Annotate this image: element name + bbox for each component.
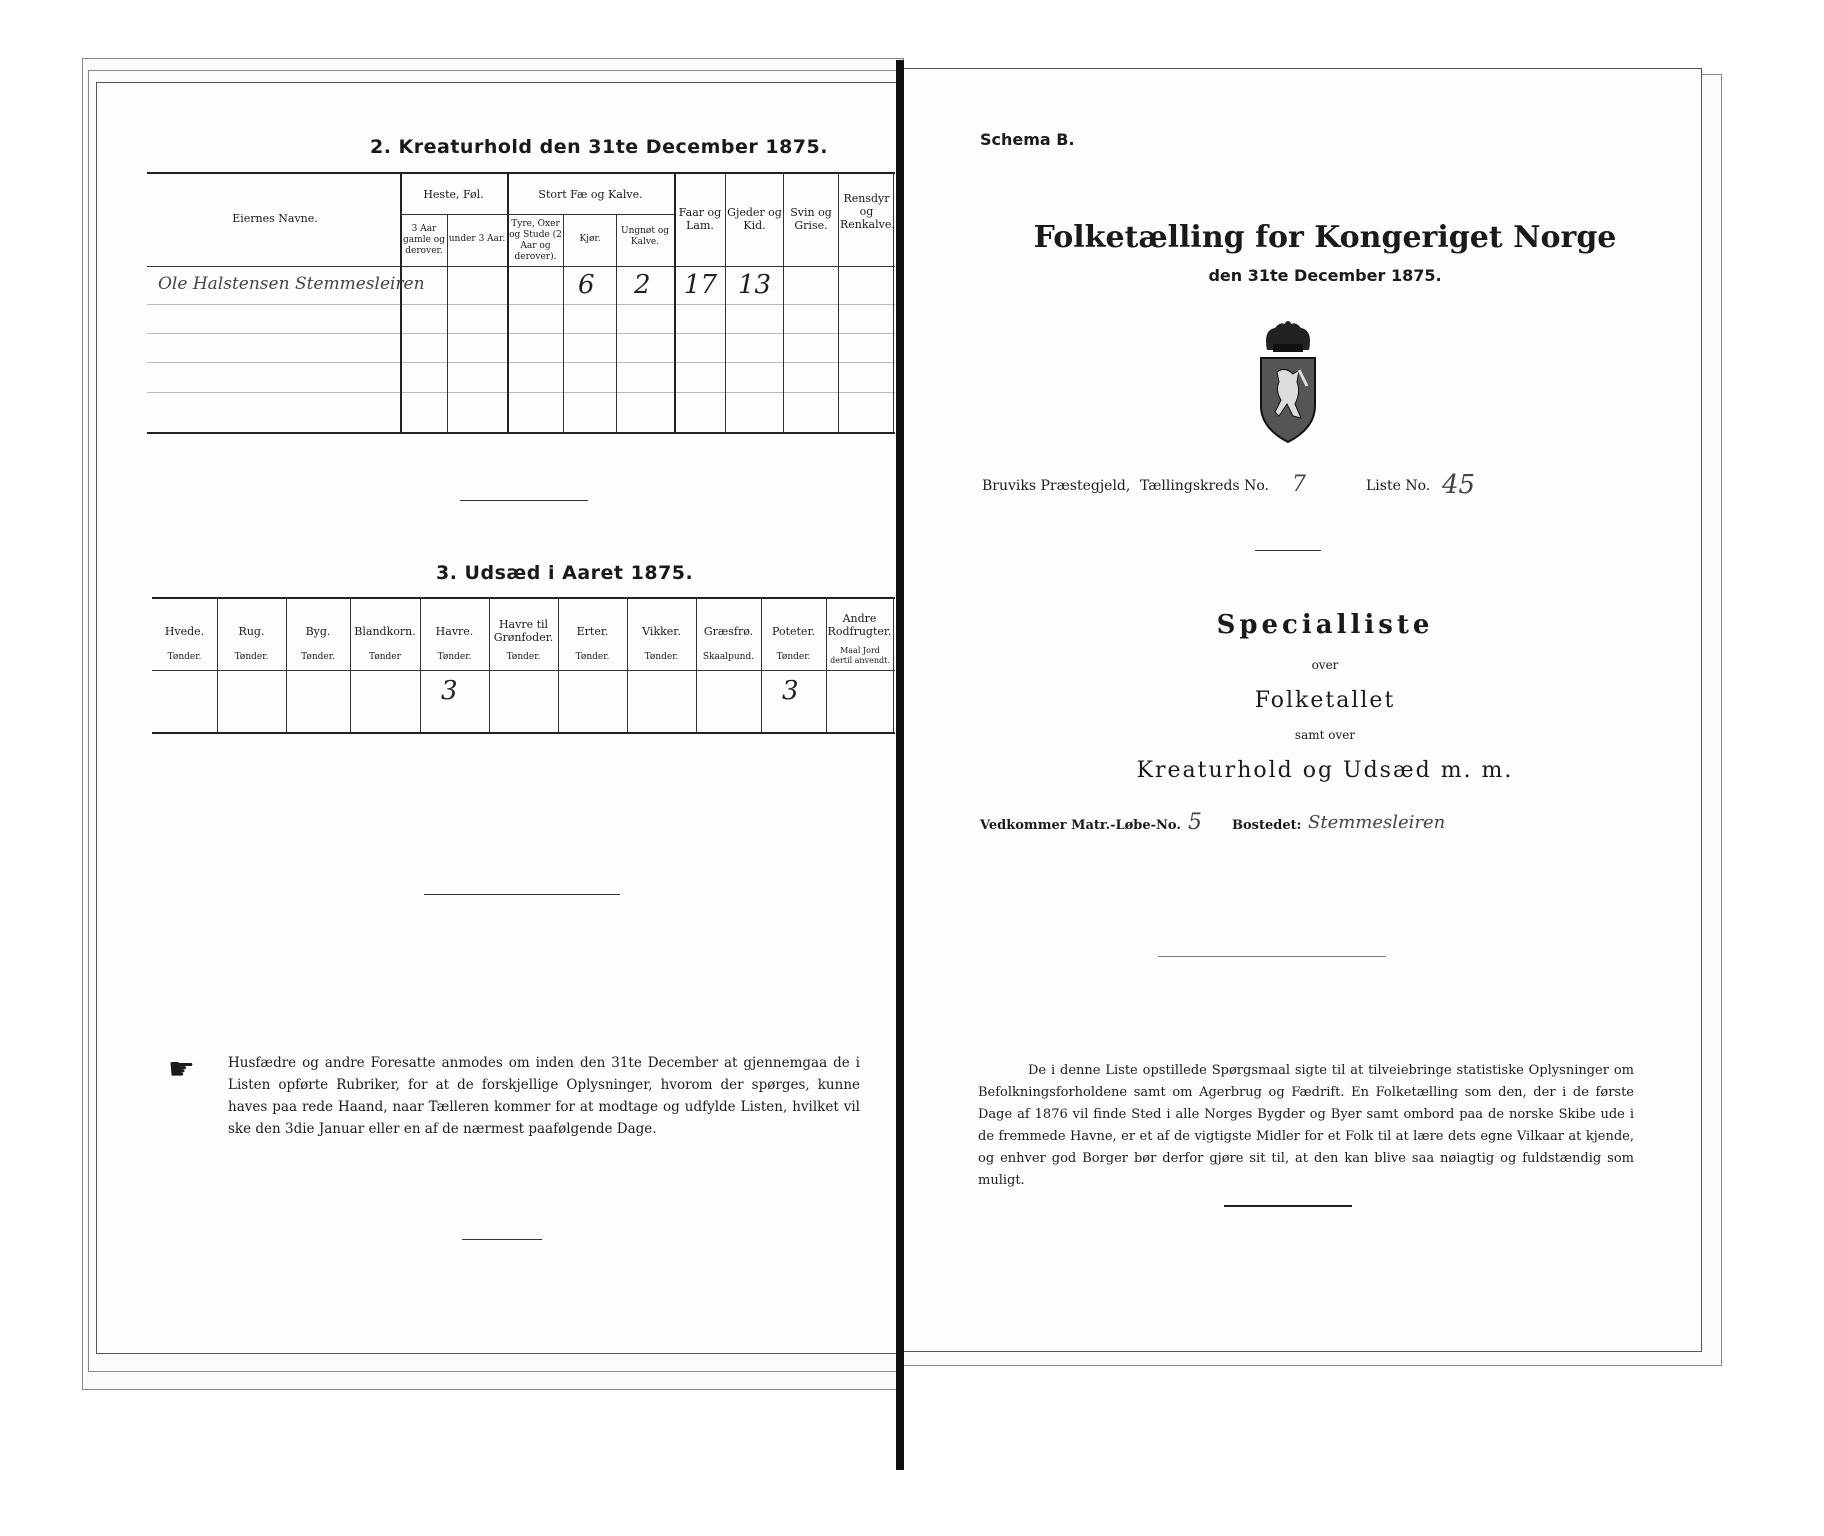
pointing-hand-icon: ☛	[168, 1052, 195, 1087]
col-horses: Heste, Føl.	[423, 188, 484, 201]
udsaed-col-vikker: Vikker.	[642, 625, 681, 638]
separator-2	[424, 894, 620, 895]
udsaed-col-blandkorn: Blandkorn.	[354, 625, 416, 638]
udsaed-col-andre: Andre Rodfrugter.	[827, 612, 892, 638]
col-owner: Eiernes Navne.	[232, 212, 318, 225]
col-horses-a: 3 Aar gamle og derover.	[403, 224, 445, 256]
separator-r3	[1224, 1205, 1352, 1207]
separator-3	[462, 1239, 542, 1240]
value-gjeder: 13	[738, 270, 772, 300]
over-1: over	[1311, 658, 1339, 672]
prestegjeld-label: Bruviks Præstegjeld,	[982, 478, 1131, 494]
col-cattle-c: Ungnøt og Kalve.	[620, 226, 669, 247]
bosted-value: Stemmesleiren	[1308, 812, 1446, 833]
kreaturhold-heading: Kreaturhold og Udsæd m. m.	[1136, 758, 1514, 783]
udsaed-unit-andre: Maal Jord dertil anvendt.	[830, 646, 890, 665]
col-cattle-a: Tyre, Oxer og Stude (2 Aar og derover).	[509, 219, 562, 262]
udsaed-col-erter: Erter.	[576, 625, 609, 638]
udsaed-unit-havre: Tønder.	[437, 652, 472, 662]
udsaed-unit-byg: Tønder.	[301, 652, 335, 662]
udsaed-unit-erter: Tønder.	[575, 652, 610, 662]
separator-r2	[1158, 956, 1386, 957]
value-havre: 3	[441, 676, 458, 706]
value-kjor: 6	[578, 270, 595, 300]
separator-1	[460, 500, 588, 501]
liste-label: Liste No.	[1366, 478, 1431, 494]
udsaed-unit-vikker: Tønder.	[644, 652, 679, 662]
col-goats: Gjeder og Kid.	[727, 206, 782, 232]
col-cattle: Stort Fæ og Kalve.	[538, 188, 643, 201]
liste-value: 45	[1442, 470, 1476, 500]
matr-value: 5	[1188, 810, 1202, 835]
title-date: den 31te December 1875.	[1208, 266, 1442, 285]
value-poteter: 3	[782, 676, 799, 706]
owner-name: Ole Halstensen Stemmesleiren	[158, 274, 425, 294]
udsaed-unit-poteter: Tønder.	[776, 652, 811, 662]
folketallet: Folketallet	[1254, 688, 1396, 713]
udsaed-unit-havre-gron: Tønder.	[506, 652, 541, 662]
col-reindeer: Rensdyr og Renkalve.	[840, 192, 895, 231]
main-title: Folketælling for Kongeriget Norge	[1033, 220, 1617, 255]
udsaed-unit-rug: Tønder.	[234, 652, 269, 662]
matr-label: Vedkommer Matr.-Løbe-No.	[980, 818, 1181, 833]
udsaed-unit-blandkorn: Tønder	[369, 652, 401, 662]
udsaed-unit-graesfro: Skaalpund.	[702, 652, 755, 662]
schema-label: Schema B.	[980, 130, 1075, 149]
separator-r1	[1255, 550, 1321, 551]
udsaed-col-hvede: Hvede.	[164, 625, 205, 638]
value-ungnot: 2	[634, 270, 651, 300]
specialliste-title: Specialliste	[1216, 610, 1434, 640]
kreds-label: Tællingskreds No.	[1140, 478, 1269, 494]
udsaed-col-poteter: Poteter.	[772, 625, 815, 638]
value-faar: 17	[684, 270, 718, 300]
notice-text: Husfædre og andre Foresatte anmodes om inden den 31te December at gjennemgaa de i Listen opførte Rubriker, for at de forskjellige Oplysninger, hvorom der spørges, kunne haves paa rede Haand, naar Tælleren kommer for at modtage og udfylde Listen, hvilket vil ske den 3die Januar eller en af de nærmest paafølgende Dage.	[228, 1055, 860, 1137]
bosted-label: Bostedet:	[1232, 818, 1302, 833]
footer-text: De i denne Liste opstillede Spørgsmaal sigte til at tilveiebringe statistiske Oplysninger om Befolkningsforholdene samt om Agerbrug og Fædrift. En Folketælling som den, der i de første Dage af 1876 vil finde Sted i alle Norges Bygder og Byer samt ombord paa de norske Skibe ude i de fremmede Havne, er et af de vigtigste Midler for et Folk til at lære dets egne Vilkaar at kjende, og enhver god Borger bør derfor gjøre sit til, at den kan blive saa nøiagtig og fuldstændig som muligt.	[978, 1063, 1634, 1188]
book-spine	[896, 60, 904, 1470]
col-horses-b: under 3 Aar.	[448, 234, 506, 244]
col-pigs: Svin og Grise.	[790, 206, 832, 232]
kreds-value: 7	[1292, 472, 1306, 497]
udsaed-unit-hvede: Tønder.	[167, 652, 202, 662]
udsaed-col-graesfro: Græsfrø.	[703, 625, 754, 638]
coat-of-arms-icon	[1253, 320, 1323, 445]
udsaed-col-rug: Rug.	[238, 625, 265, 638]
kreaturhold-title: 2. Kreaturhold den 31te December 1875.	[370, 136, 828, 158]
udsaed-col-havre: Havre.	[435, 625, 474, 638]
samt-over: samt over	[1294, 728, 1356, 742]
col-cattle-b: Kjør.	[579, 234, 601, 244]
udsaed-col-havre-gron: Havre til Grønfoder.	[493, 618, 554, 644]
udsaed-col-byg: Byg.	[305, 625, 331, 638]
col-sheep: Faar og Lam.	[678, 206, 722, 232]
udsaed-title: 3. Udsæd i Aaret 1875.	[436, 562, 694, 584]
